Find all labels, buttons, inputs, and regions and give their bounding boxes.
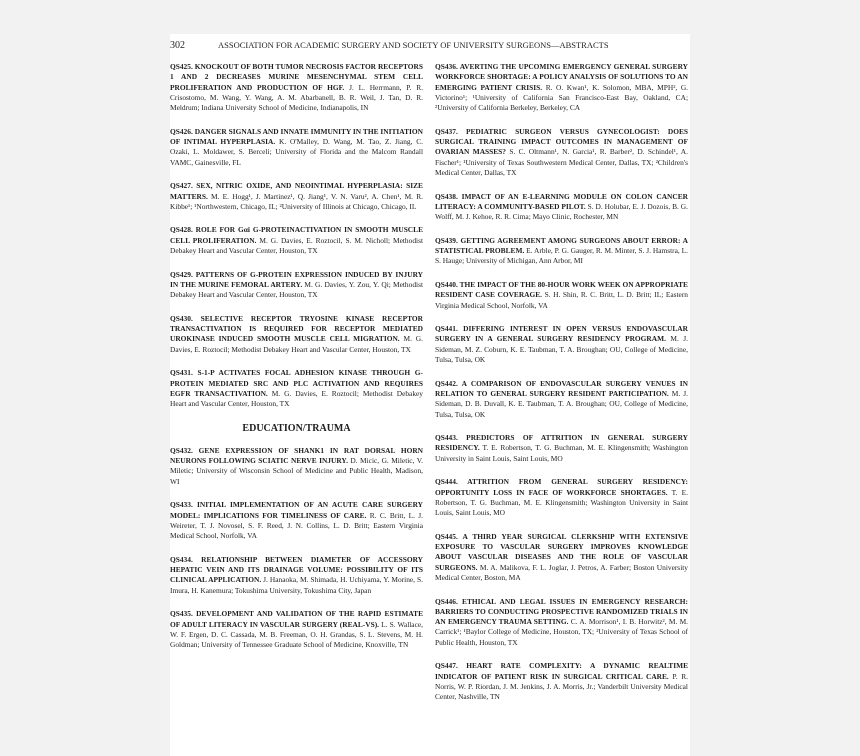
- abstract: [170, 609, 423, 650]
- abstract: [435, 127, 688, 178]
- abstract-title: QS430. SELECTIVE RECEPTOR TRYOSINE KINASE RECEPTOR TRANSACTIVATION IS REQUIRED FOR RECEPTOR MEDIATED UROKINASE INDUCED SMOOTH MUSCLE CELL MIGRATION.: [170, 313, 423, 344]
- abstract-authors: M. G. Davies, E. Roztocil; Methodist Debakey Heart and Vascular Center, Houston, TX: [170, 388, 423, 409]
- abstract: [170, 225, 423, 256]
- abstract-authors: S. C. Oltmann¹, N. Garcia¹, R. Barber², D. Schindel¹, A. Fischer¹; ¹University of Texas Southwestern Medical Center, Dallas, TX; ²Children's Medical Center, Dallas, TX: [435, 147, 688, 177]
- abstract: [170, 181, 423, 212]
- abstract: [435, 661, 688, 702]
- abstract-title: QS437. PEDIATRIC SURGEON VERSUS GYNECOLOGIST: DOES SURGICAL TRAINING IMPACT OUTCOMES IN MANAGEMENT OF OVARIAN MASSES?: [435, 126, 688, 157]
- abstract: [170, 500, 423, 541]
- page-header: [170, 40, 690, 51]
- abstract: [435, 324, 688, 365]
- abstract-title: QS425. KNOCKOUT OF BOTH TUMOR NECROSIS FACTOR RECEPTORS 1 AND 2 DECREASES MURINE MESENCHYMAL STEM CELL PROLIFERATION AND PRODUCTION OF HGF.: [170, 62, 423, 92]
- abstract-title: QS435. DEVELOPMENT AND VALIDATION OF THE RAPID ESTIMATE OF ADULT LITERACY IN VASCULAR SURGERY (REAL-VS).: [170, 609, 423, 629]
- abstract-authors: S. H. Shin, R. C. Britt, L. D. Britt; IL; Eastern Virginia Medical School, Norfolk, VA: [435, 290, 688, 310]
- abstract-authors: M. G. Davies, Y. Zou, Y. Qi; Methodist Debakey Heart and Vascular Center, Houston, TX: [170, 279, 424, 300]
- abstract-title: QS439. GETTING AGREEMENT AMONG SURGEONS ABOUT ERROR: A STATISTICAL PROBLEM.: [435, 235, 688, 256]
- abstract-authors: M. A. Malikova, F. L. Joglar, J. Petros, A. Farber; Boston University Medical Center, Boston, MA: [435, 562, 688, 582]
- abstract: [435, 280, 688, 311]
- abstract: [435, 192, 688, 223]
- page-number: 302: [170, 40, 185, 51]
- abstract-authors: M. J. Sideman, D. B. Duvall, K. E. Taubman, T. A. Broughan; OU, College of Medicine, Tulsa, Tulsa, OK: [435, 388, 688, 419]
- abstract-title: QS446. ETHICAL AND LEGAL ISSUES IN EMERGENCY RESEARCH: BARRIERS TO CONDUCTING PROSPECTIVE RANDOMIZED TRIALS IN AN EMERGENCY TRAUMA SETTING.: [435, 596, 688, 627]
- abstract-title: QS443. PREDICTORS OF ATTRITION IN GENERAL SURGERY RESIDENCY.: [435, 433, 688, 453]
- journal-page: [170, 34, 690, 756]
- abstract: [435, 236, 688, 267]
- abstract-authors: P. R. Norris, W. P. Riordan, J. M. Jenkins, J. A. Morris, Jr.; Vanderbilt University Medical Center, Nashville, TN: [435, 671, 688, 702]
- abstract: [170, 270, 423, 301]
- abstract: [170, 314, 423, 355]
- abstract-title: QS444. ATTRITION FROM GENERAL SURGERY RESIDENCY: OPPORTUNITY LOSS IN FACE OF WORKFORCE SHORTAGES.: [435, 477, 688, 497]
- left-column: [170, 62, 423, 664]
- abstract: [435, 532, 688, 583]
- section-heading: EDUCATION/TRAUMA: [242, 422, 351, 434]
- abstract-title: QS436. AVERTING THE UPCOMING EMERGENCY GENERAL SURGERY WORKFORCE SHORTAGE: A POLICY ANALYSIS OF SOLUTIONS TO AN EMERGING PATIENT CRISIS.: [435, 62, 688, 92]
- right-column: [435, 62, 688, 716]
- abstract-title: QS434. RELATIONSHIP BETWEEN DIAMETER OF ACCESSORY HEPATIC VEIN AND ITS DRAINAGE VOLUME: POSSIBILITY OF ITS CLINICAL APPLICATION.: [170, 554, 423, 585]
- abstract-authors: J. L. Herrmann, P. R. Crisostomo, M. Wang, Y. Wang, A. M. Abarbanell, B. R. Weil, J. Tan, D. R. Meldrum; Indiana University School of Medicine, Indianapolis, IN: [170, 82, 423, 113]
- abstract: [170, 368, 423, 409]
- abstract-title: QS438. IMPACT OF AN E-LEARNING MODULE ON COLON CANCER LITERACY: A COMMUNITY-BASED PILOT.: [435, 191, 688, 211]
- abstract-title: QS431. S-1-P ACTIVATES FOCAL ADHESION KINASE THROUGH G-PROTEIN MEDIATED SRC AND PLC ACTIVATION AND REQUIRES EGFR TRANSACTIVATION.: [170, 368, 423, 398]
- abstract-authors: D. Micic, G. Miletic, V. Miletic; University of Wisconsin School of Medicine and Public Health, Madison, WI: [170, 456, 423, 486]
- abstract-list-physiology: [170, 62, 423, 410]
- abstract: [435, 62, 688, 113]
- abstract-title: QS440. THE IMPACT OF THE 80-HOUR WORK WEEK ON APPROPRIATE RESIDENT CASE COVERAGE.: [435, 279, 688, 300]
- abstract-authors: M. G. Davies, E. Roztocil; Methodist Debakey Heart and Vascular Center, Houston, TX: [170, 334, 423, 354]
- abstract-title: QS432. GENE EXPRESSION OF SHANK1 IN RAT DORSAL HORN NEURONS FOLLOWING SCIATIC NERVE INJURY.: [170, 445, 423, 466]
- abstract-authors: T. E. Robertson, T. G. Buchman, M. E. Klingensmith; Washington University in Saint Louis, Saint Louis, MO: [435, 487, 688, 518]
- abstract: [435, 477, 688, 518]
- abstract-title: QS441. DIFFERING INTEREST IN OPEN VERSUS ENDOVASCULAR SURGERY IN A GENERAL SURGERY RESIDENCY PROGRAM.: [435, 324, 688, 344]
- abstract: [435, 433, 688, 464]
- abstract-list-education: [170, 446, 423, 651]
- abstract-authors: K. O'Malley, D. Wang, M. Tao, Z. Jiang, C. Ozaki, L. Moldawer, S. Berceli; University of Florida and the Malcom Randall VAMC, Gainesville, FL: [170, 137, 423, 167]
- abstract-authors: E. Arble, P. G. Gauger, R. M. Minter, S. J. Hamstra, L. S. Hauge; University of Michigan, Ann Arbor, MI: [435, 246, 688, 266]
- abstract-title: QS447. HEART RATE COMPLEXITY: A DYNAMIC REALTIME INDICATOR OF PATIENT RISK IN SURGICAL CRITICAL CARE.: [435, 661, 688, 681]
- abstract-authors: T. E. Robertson, T. G. Buchman, M. E. Klingensmith; Washington University in Saint Louis, Saint Louis, MO: [435, 443, 688, 463]
- abstract-authors: C. A. Morrison¹, I. B. Horwitz², M. M. Carrick¹; ¹Baylor College of Medicine, Houston, TX; ²University of Texas School of Public Health, Houston, TX: [435, 617, 688, 647]
- abstract-title: QS427. SEX, NITRIC OXIDE, AND NEOINTIMAL HYPERPLASIA: SIZE MATTERS.: [170, 181, 423, 201]
- abstract-authors: M. E. Hogg¹, J. Martinez¹, Q. Jiang¹, V. N. Varu², A. Chen¹, M. R. Kibbe¹; ¹Northwestern, Chicago, IL; ²University of Illinois at Chicago, Chicago, IL: [170, 191, 423, 211]
- abstract: [170, 446, 423, 487]
- abstract-authors: M. J. Sideman, M. Z. Coburn, K. E. Taubman, T. A. Broughan; OU, College of Medicine, Tulsa, Tulsa, OK: [435, 334, 688, 365]
- abstract-authors: J. Hanaoka, M. Shimada, H. Uchiyama, Y. Morine, S. Imura, H. Kanemura; Tokushima University, Tokushima City, Japan: [170, 575, 423, 595]
- abstract-title: QS433. INITIAL IMPLEMENTATION OF AN ACUTE CARE SURGERY MODEL: IMPLICATIONS FOR TIMELINESS OF CARE.: [170, 500, 423, 520]
- abstract-authors: L. S. Wallace, W. F. Ergen, D. C. Cassada, M. B. Freeman, O. H. Grandas, S. L. Stevens, M. H. Goldman; University of Tennessee Graduate School of Medicine, Knoxville, TN: [170, 619, 423, 650]
- abstract: [435, 379, 688, 420]
- abstract-authors: R. C. Britt, L. J. Weireter, T. J. Novosel, S. F. Reed, J. N. Collins, L. D. Britt; Eastern Virginia Medical School, Norfolk, VA: [170, 510, 424, 541]
- abstract: [170, 62, 423, 113]
- abstract: [170, 127, 423, 168]
- abstract-title: QS442. A COMPARISON OF ENDOVASCULAR SURGERY VENUES IN RELATION TO GENERAL SURGERY RESIDENT PARTICIPATION.: [435, 378, 688, 398]
- abstract-title: QS445. A THIRD YEAR SURGICAL CLERKSHIP WITH EXTENSIVE EXPOSURE TO VASCULAR SURGERY IMPROVES KNOWLEDGE ABOUT VASCULAR DISEASES AND THE ROLE OF VASCULAR SURGEONS.: [435, 531, 688, 572]
- abstract-title: QS429. PATTERNS OF G-PROTEIN EXPRESSION INDUCED BY INJURY IN THE MURINE FEMORAL ARTERY.: [170, 269, 423, 289]
- running-title: ASSOCIATION FOR ACADEMIC SURGERY AND SOCIETY OF UNIVERSITY SURGEONS—ABSTRACTS: [218, 40, 609, 50]
- abstract-title: QS426. DANGER SIGNALS AND INNATE IMMUNITY IN THE INITIATION OF INTIMAL HYPERPLASIA.: [170, 126, 423, 147]
- abstract-title: QS428. ROLE FOR Gαi G-PROTEINACTIVATION IN SMOOTH MUSCLE CELL PROLIFERATION.: [170, 225, 423, 245]
- abstract: [435, 597, 688, 648]
- abstract: [170, 555, 423, 596]
- abstract-authors: R. O. Kwan¹, K. Solomon, MBA, MPH², G. Victorino¹; ¹University of California San Francisco-East Bay, Oakland, CA; ²University of California Berkeley, Berkeley, CA: [435, 82, 689, 113]
- abstract-authors: S. D. Holubar, E. J. Dozois, B. G. Wolff, M. J. Kehoe, R. R. Cima; Mayo Clinic, Rochester, MN: [435, 201, 688, 222]
- abstract-authors: M. G. Davies, E. Roztocil, S. M. Nicholl; Methodist Debakey Heart and Vascular Center, Houston, TX: [170, 235, 424, 256]
